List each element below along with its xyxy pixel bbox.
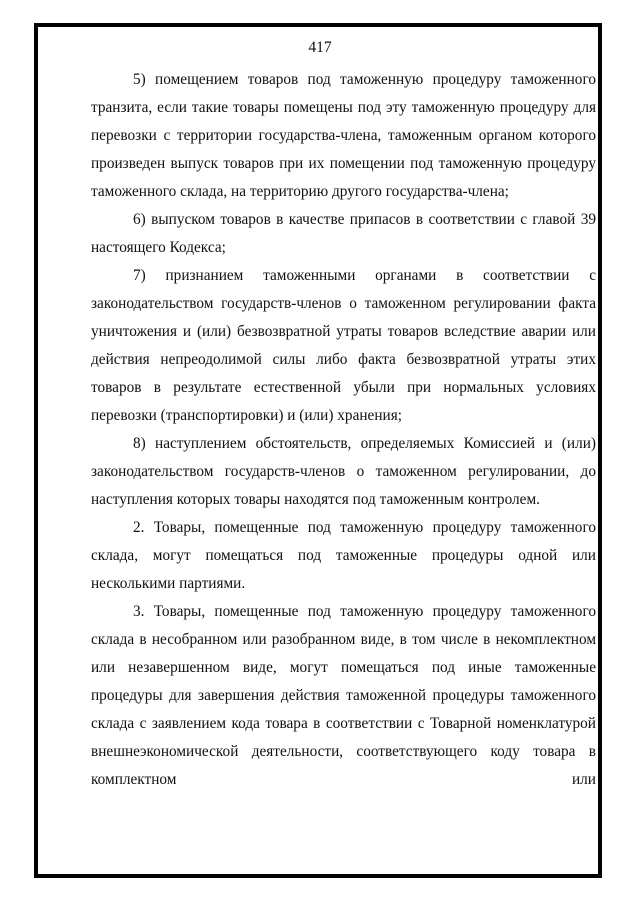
document-body: [91, 66, 596, 794]
paragraph-item-6: 6) выпуском товаров в качестве припасов в соответствии с главой 39 настоящего Кодекса;: [91, 211, 596, 256]
paragraph-item-5: 5) помещением товаров под таможенную процедуру таможенного транзита, если такие товары помещены под эту таможенную процедуру для перевозки с территории государства-члена, таможенным органом которого произведен выпуск товаров при их помещении под таможенную процедуру таможенного склада, на территорию другого государства-члена;: [91, 71, 596, 200]
paragraph-section-2: 2. Товары, помещенные под таможенную процедуру таможенного склада, могут помещаться под таможенные процедуры одной или несколькими партиями.: [91, 519, 596, 592]
paragraph-item-7: 7) признанием таможенными органами в соответствии с законодательством государств-членов о таможенном регулировании факта уничтожения и (или) безвозвратной утраты товаров вследствие аварии или действия непреодолимой силы либо факта безвозвратной утраты этих товаров в результате естественной убыли при нормальных условиях перевозки (транспортировки) и (или) хранения;: [91, 267, 596, 424]
page-number: 417: [308, 39, 332, 56]
paragraph-section-3: 3. Товары, помещенные под таможенную процедуру таможенного склада в несобранном или разобранном виде, в том числе в некомплектном или незавершенном виде, могут помещаться под иные таможенные процедуры для завершения действия таможенной процедуры таможенного склада с заявлением кода товара в соответствии с Товарной номенклатурой внешнеэкономической деятельности, соответствующего коду товара в комплектном или: [91, 603, 596, 788]
paragraph-item-8: 8) наступлением обстоятельств, определяемых Комиссией и (или) законодательством государств-членов о таможенном регулировании, до наступления которых товары находятся под таможенным контролем.: [91, 435, 596, 508]
